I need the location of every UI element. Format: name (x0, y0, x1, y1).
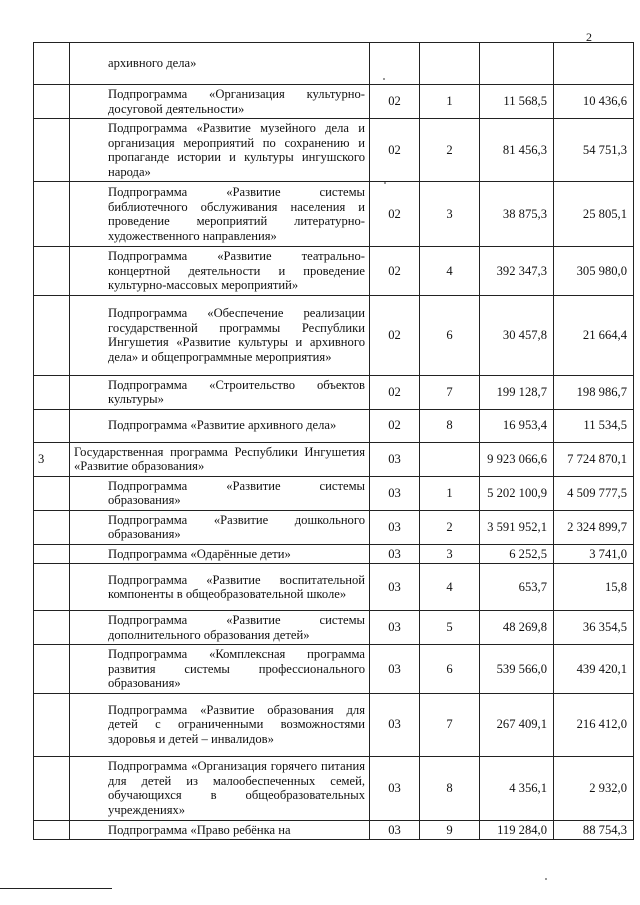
amount-year1-cell: 653,7 (480, 564, 554, 611)
program-code-cell: 03 (370, 611, 420, 645)
program-name-cell: Государственная программа Республики Ингушетия «Развитие образования» (70, 442, 370, 476)
amount-year2-cell: 15,8 (554, 564, 634, 611)
amount-year1-cell: 38 875,3 (480, 182, 554, 247)
subprogram-row (34, 409, 634, 442)
amount-year1-cell: 11 568,5 (480, 85, 554, 119)
row-number-cell (34, 645, 70, 694)
amount-year2-cell: 10 436,6 (554, 85, 634, 119)
program-name-cell: Подпрограмма «Комплексная программа развития системы профессионального образования» (70, 645, 370, 694)
subprogram-row (34, 43, 634, 85)
amount-year1-cell: 539 566,0 (480, 645, 554, 694)
subprogram-code-cell: 5 (420, 611, 480, 645)
subprogram-code-cell: 6 (420, 295, 480, 375)
amount-year2-cell: 54 751,3 (554, 119, 634, 182)
scan-speck (383, 78, 385, 80)
program-name-cell: Подпрограмма «Развитие музейного дела и организация мероприятий по сохранению и пропаганде истории и культуры ингушского народа» (70, 119, 370, 182)
subprogram-code-cell: 2 (420, 119, 480, 182)
program-name-cell: Подпрограмма «Развитие образования для детей с ограниченными возможностями здоровья и детей – инвалидов» (70, 693, 370, 756)
subprogram-row (34, 295, 634, 375)
amount-year1-cell: 81 456,3 (480, 119, 554, 182)
amount-year2-cell: 2 932,0 (554, 756, 634, 820)
program-code-cell: 02 (370, 247, 420, 296)
amount-year1-cell: 48 269,8 (480, 611, 554, 645)
subprogram-row (34, 182, 634, 247)
row-number-cell (34, 375, 70, 409)
amount-year1-cell: 5 202 100,9 (480, 476, 554, 510)
subprogram-code-cell: 3 (420, 182, 480, 247)
budget-table (33, 42, 634, 840)
row-number-cell (34, 693, 70, 756)
program-name-cell: Подпрограмма «Обеспечение реализации государственной программы Республики Ингушетия «Развитие культуры и архивного дела» и общепрограммные мероприятия» (70, 295, 370, 375)
program-name-cell: Подпрограмма «Развитие театрально-концертной деятельности и проведение культурно-массовых мероприятий» (70, 247, 370, 296)
amount-year1-cell: 9 923 066,6 (480, 442, 554, 476)
subprogram-code-cell: 1 (420, 476, 480, 510)
program-code-cell: 03 (370, 756, 420, 820)
budget-table-body (34, 43, 634, 840)
subprogram-code-cell (420, 43, 480, 85)
row-number-cell (34, 756, 70, 820)
subprogram-code-cell: 4 (420, 564, 480, 611)
subprogram-row (34, 85, 634, 119)
amount-year2-cell: 11 534,5 (554, 409, 634, 442)
row-number-cell (34, 564, 70, 611)
program-code-cell: 03 (370, 645, 420, 694)
program-name-cell: Подпрограмма «Организация культурно-досуговой деятельности» (70, 85, 370, 119)
program-code-cell: 02 (370, 119, 420, 182)
row-number-cell (34, 119, 70, 182)
row-number-cell (34, 43, 70, 85)
scan-speck (384, 182, 386, 184)
program-name-cell: Подпрограмма «Развитие воспитательной компоненты в общеобразовательной школе» (70, 564, 370, 611)
row-number-cell (34, 820, 70, 840)
amount-year2-cell: 216 412,0 (554, 693, 634, 756)
amount-year1-cell: 30 457,8 (480, 295, 554, 375)
row-number-cell (34, 611, 70, 645)
amount-year2-cell: 305 980,0 (554, 247, 634, 296)
row-number-cell: 3 (34, 442, 70, 476)
amount-year2-cell: 21 664,4 (554, 295, 634, 375)
program-name-cell: Подпрограмма «Одарённые дети» (70, 544, 370, 564)
program-name-cell: Подпрограмма «Организация горячего питания для детей из малообеспеченных семей, обучающихся в общеобразовательных учреждениях» (70, 756, 370, 820)
subprogram-code-cell (420, 442, 480, 476)
amount-year1-cell: 3 591 952,1 (480, 510, 554, 544)
footer-rule (0, 888, 112, 889)
amount-year2-cell: 7 724 870,1 (554, 442, 634, 476)
program-name-cell: Подпрограмма «Развитие дошкольного образования» (70, 510, 370, 544)
program-name-cell: Подпрограмма «Право ребёнка на (70, 820, 370, 840)
row-number-cell (34, 295, 70, 375)
page-number: 2 (586, 30, 592, 44)
row-number-cell (34, 544, 70, 564)
program-code-cell: 02 (370, 409, 420, 442)
amount-year1-cell: 6 252,5 (480, 544, 554, 564)
scan-speck (545, 878, 547, 880)
amount-year2-cell: 2 324 899,7 (554, 510, 634, 544)
subprogram-row (34, 611, 634, 645)
row-number-cell (34, 85, 70, 119)
subprogram-row (34, 375, 634, 409)
row-number-cell (34, 409, 70, 442)
subprogram-code-cell: 8 (420, 756, 480, 820)
program-row (34, 442, 634, 476)
subprogram-row (34, 510, 634, 544)
subprogram-code-cell: 7 (420, 375, 480, 409)
subprogram-code-cell: 6 (420, 645, 480, 694)
subprogram-row (34, 544, 634, 564)
subprogram-code-cell: 8 (420, 409, 480, 442)
program-code-cell: 02 (370, 182, 420, 247)
amount-year1-cell: 199 128,7 (480, 375, 554, 409)
program-name-cell: Подпрограмма «Развитие системы дополнительного образования детей» (70, 611, 370, 645)
program-code-cell: 03 (370, 510, 420, 544)
subprogram-code-cell: 1 (420, 85, 480, 119)
program-name-cell: Подпрограмма «Развитие архивного дела» (70, 409, 370, 442)
program-code-cell: 02 (370, 375, 420, 409)
program-code-cell: 02 (370, 295, 420, 375)
amount-year2-cell: 198 986,7 (554, 375, 634, 409)
subprogram-row (34, 693, 634, 756)
amount-year2-cell: 88 754,3 (554, 820, 634, 840)
subprogram-row (34, 476, 634, 510)
subprogram-code-cell: 3 (420, 544, 480, 564)
amount-year2-cell: 439 420,1 (554, 645, 634, 694)
amount-year1-cell: 392 347,3 (480, 247, 554, 296)
subprogram-row (34, 820, 634, 840)
program-code-cell: 03 (370, 820, 420, 840)
program-name-cell: Подпрограмма «Развитие системы библиотечного обслуживания населения и проведение мероприятий литературно-художественного направления» (70, 182, 370, 247)
subprogram-row (34, 247, 634, 296)
amount-year1-cell (480, 43, 554, 85)
program-name-cell: Подпрограмма «Строительство объектов культуры» (70, 375, 370, 409)
amount-year1-cell: 4 356,1 (480, 756, 554, 820)
row-number-cell (34, 182, 70, 247)
subprogram-code-cell: 4 (420, 247, 480, 296)
subprogram-row (34, 756, 634, 820)
subprogram-row (34, 119, 634, 182)
amount-year1-cell: 16 953,4 (480, 409, 554, 442)
program-code-cell: 03 (370, 544, 420, 564)
amount-year2-cell: 36 354,5 (554, 611, 634, 645)
amount-year2-cell: 4 509 777,5 (554, 476, 634, 510)
subprogram-code-cell: 2 (420, 510, 480, 544)
amount-year1-cell: 267 409,1 (480, 693, 554, 756)
program-code-cell: 02 (370, 85, 420, 119)
subprogram-row (34, 645, 634, 694)
subprogram-code-cell: 7 (420, 693, 480, 756)
program-code-cell: 03 (370, 442, 420, 476)
program-code-cell: 03 (370, 476, 420, 510)
program-code-cell: 03 (370, 693, 420, 756)
subprogram-code-cell: 9 (420, 820, 480, 840)
amount-year2-cell (554, 43, 634, 85)
subprogram-row (34, 564, 634, 611)
row-number-cell (34, 247, 70, 296)
amount-year2-cell: 3 741,0 (554, 544, 634, 564)
row-number-cell (34, 476, 70, 510)
program-name-cell: Подпрограмма «Развитие системы образования» (70, 476, 370, 510)
program-name-cell: архивного дела» (70, 43, 370, 85)
amount-year2-cell: 25 805,1 (554, 182, 634, 247)
amount-year1-cell: 119 284,0 (480, 820, 554, 840)
program-code-cell: 03 (370, 564, 420, 611)
program-code-cell (370, 43, 420, 85)
row-number-cell (34, 510, 70, 544)
